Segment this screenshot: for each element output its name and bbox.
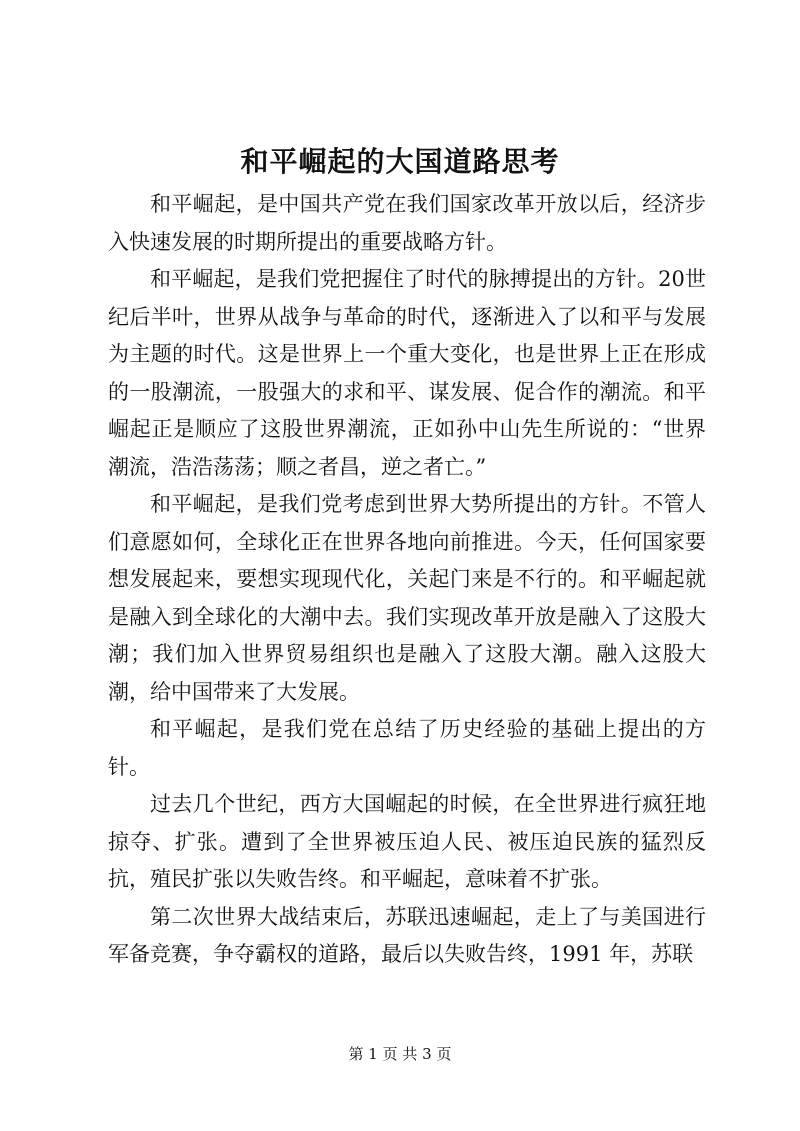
document-body [108,186,706,974]
page-footer: 第 1 页 共 3 页 [348,1045,452,1063]
paragraph: 第二次世界大战结束后，苏联迅速崛起，走上了与美国进行军备竞赛，争夺霸权的道路，最后以失败告终，1991 年，苏联 [108,904,706,966]
paragraph: 和平崛起，是我们党考虑到世界大势所提出的方针。不管人们意愿如何，全球化正在世界各地向前推进。今天，任何国家要想发展起来，要想实现现代化，关起门来是不行的。和平崛起就是融入到全球化的大潮中去。我们实现改革开放是融入了这股大潮；我们加入世界贸易组织也是融入了这股大潮。融入这股大潮，给中国带来了大发展。 [108,492,706,704]
paragraph: 和平崛起，是我们党在总结了历史经验的基础上提出的方针。 [108,717,706,779]
document-title: 和平崛起的大国道路思考 [240,145,560,178]
paragraph: 和平崛起，是我们党把握住了时代的脉搏提出的方针。20世纪后半叶，世界从战争与革命的时代，逐渐进入了以和平与发展为主题的时代。这是世界上一个重大变化，也是世界上正在形成的一股潮流，一股强大的求和平、谋发展、促合作的潮流。和平崛起正是顺应了这股世界潮流，正如孙中山先生所说的：“世界潮流，浩浩荡荡；顺之者昌，逆之者亡。” [108,267,706,479]
paragraph: 和平崛起，是中国共产党在我们国家改革开放以后，经济步入快速发展的时期所提出的重要战略方针。 [108,192,706,254]
paragraph: 过去几个世纪，西方大国崛起的时候，在全世界进行疯狂地掠夺、扩张。遭到了全世界被压迫人民、被压迫民族的猛烈反抗，殖民扩张以失败告终。和平崛起，意味着不扩张。 [108,792,706,891]
